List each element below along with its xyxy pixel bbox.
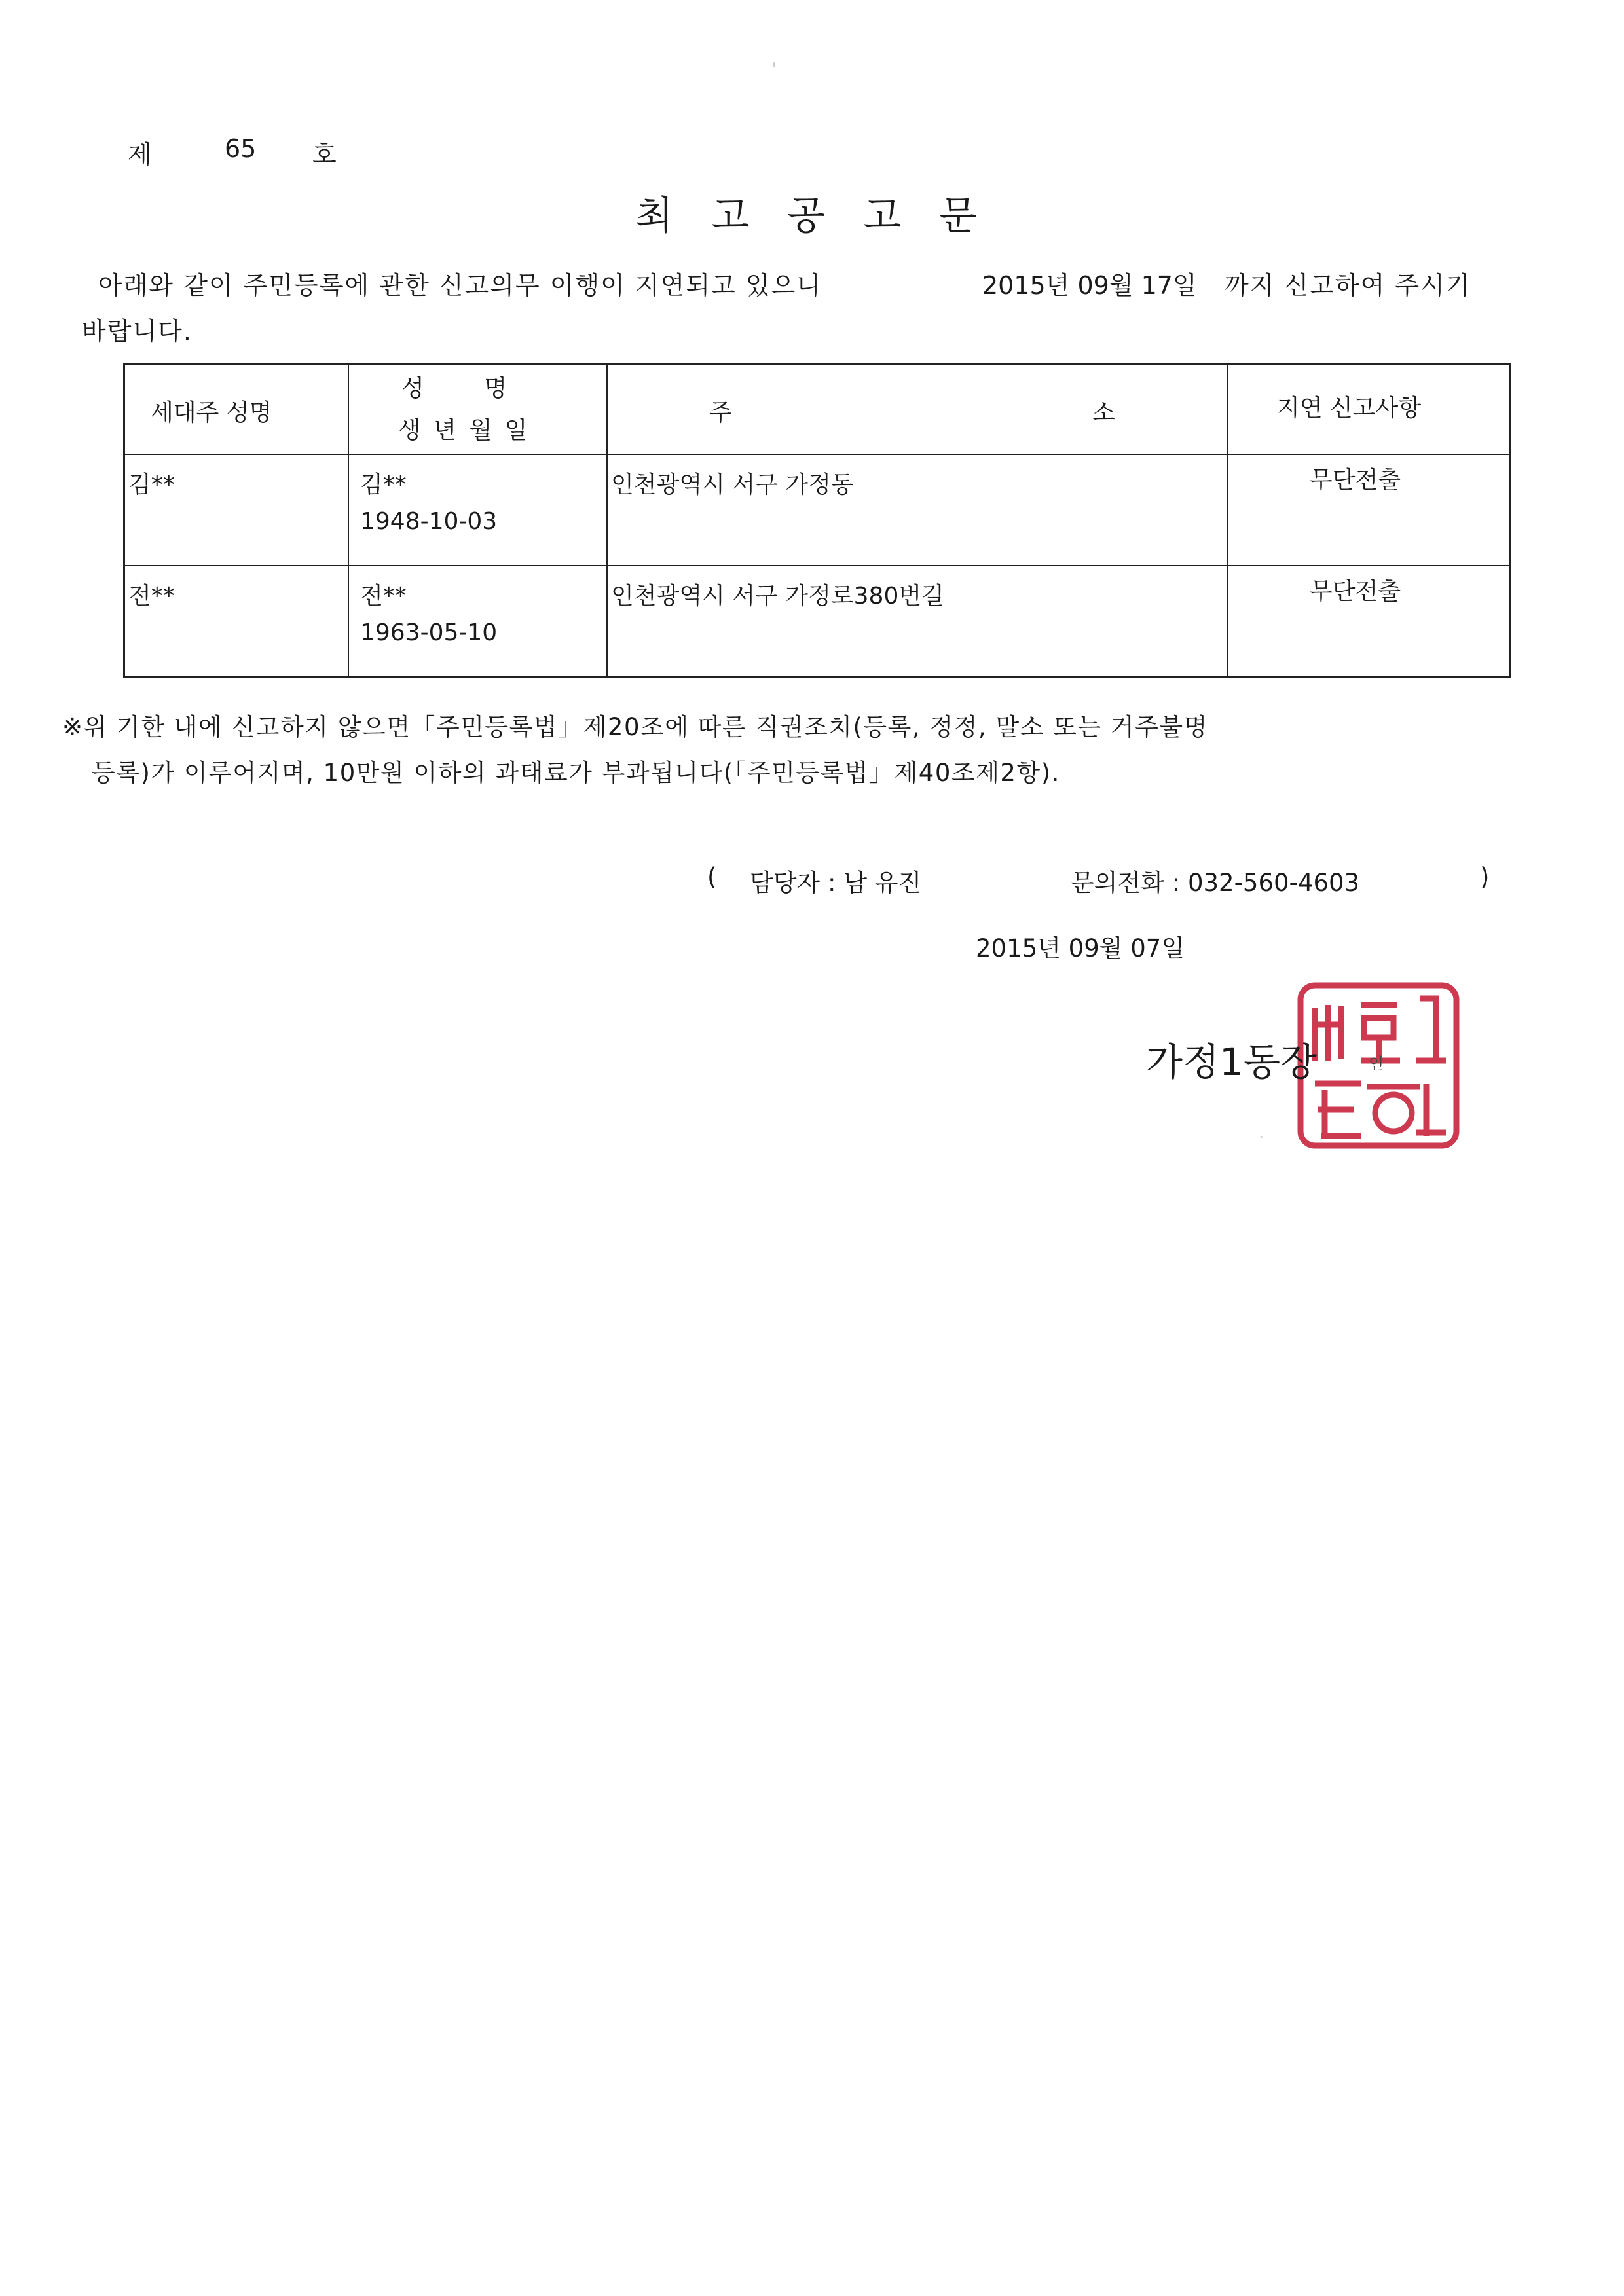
intro-line1: 아래와 같이 주민등록에 관한 신고의무 이행이 지연되고 있으니 [98,271,822,300]
table-rule [1227,363,1228,678]
issue-date: 2015년 09월 07일 [976,934,1185,962]
intro-line2: 바랍니다. [82,317,193,346]
table-rule [123,565,1511,566]
header-birth: 생 년 월 일 [398,417,530,444]
contact-phone: 문의전화 : 032-560-4603 [1071,869,1360,897]
header-address-left: 주 [709,399,732,426]
doc-number-suffix: 호 [312,140,337,169]
notice-line1: ※위 기한 내에 신고하지 않으면「주민등록법」제20조에 따른 직권조치(등록, 정정, 말소 또는 거주불명 [62,713,1208,741]
delinquent-table [123,363,1511,679]
contact-open-paren: ( [707,863,717,891]
scan-speck [1261,1136,1263,1138]
row2-reason: 무단전출 [1310,578,1401,605]
table-rule [348,363,349,678]
row2-birth: 1963-05-10 [360,619,498,646]
row2-householder: 전** [128,583,175,610]
row1-address: 인천광역시 서구 가정동 [611,471,854,498]
signatory-title: 가정1동장 [1146,1040,1318,1084]
page-title: 최고공고문 [635,193,1015,239]
row1-name: 김** [360,471,407,498]
doc-number-value: 65 [225,134,257,163]
row1-householder: 김** [128,471,175,498]
table-rule [606,363,608,678]
header-householder: 세대주 성명 [151,399,272,426]
table-rule [123,454,1511,455]
seal-mark-label: 인 [1369,1055,1384,1073]
table-border-bottom [123,676,1511,678]
header-name: 성 명 [401,375,507,402]
intro-deadline: 2015년 09월 17일 [982,271,1197,300]
table-border-left [123,363,125,678]
row2-address: 인천광역시 서구 가정로380번길 [611,583,944,610]
row1-reason: 무단전출 [1310,467,1401,494]
table-border-top [123,363,1511,365]
row2-name: 전** [360,583,407,610]
contact-close-paren: ) [1480,863,1490,891]
doc-number-prefix: 제 [128,140,152,169]
contact-manager: 담당자 : 남 유진 [750,869,922,897]
row1-birth: 1948-10-03 [360,508,498,535]
notice-line2: 등록)가 이루어지며, 10만원 이하의 과태료가 부과됩니다(「주민등록법」제40조제2항). [92,759,1060,787]
header-address-right: 소 [1092,399,1115,426]
scan-speck [773,62,775,67]
header-reason: 지연 신고사항 [1277,395,1422,422]
intro-line1-tail: 까지 신고하여 주시기 [1225,271,1471,300]
table-border-right [1509,363,1511,678]
